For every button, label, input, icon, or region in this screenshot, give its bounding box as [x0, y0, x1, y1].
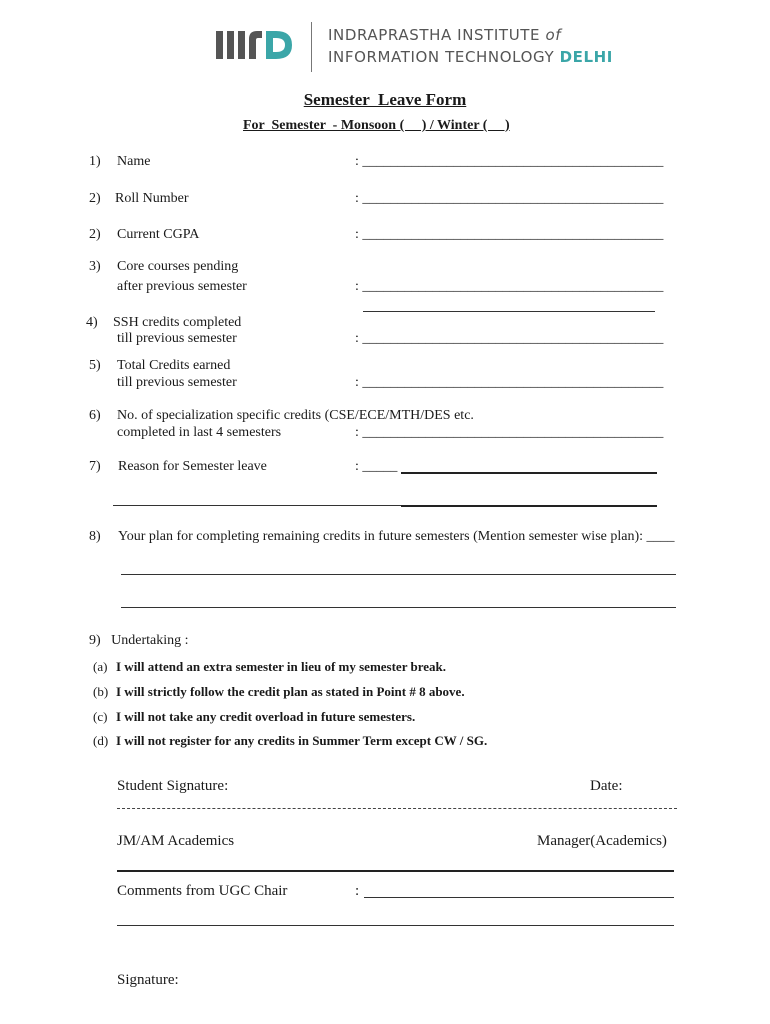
logo-line-1: INDRAPRASTHA INSTITUTE of	[328, 26, 562, 44]
reason-line-left[interactable]	[113, 505, 401, 506]
field-label-cgpa: Current CGPA	[117, 227, 200, 242]
undertaking-item-d: I will not register for any credits in Summer Term except CW / SG.	[116, 733, 488, 748]
undertaking-heading: 9) Undertaking :	[89, 633, 189, 648]
field-num-cgpa: 2)	[89, 227, 101, 242]
reason-line-right[interactable]	[401, 505, 657, 507]
core-courses-field[interactable]: : ___________________________________________	[355, 279, 664, 294]
field-label-total-credits-2: till previous semester	[117, 375, 237, 390]
form-title: Semester Leave Form	[303, 90, 467, 109]
field-label-roll-number: Roll Number	[115, 191, 189, 206]
manager-academics-label: Manager(Academics)	[537, 833, 667, 849]
ssh-credits-field[interactable]: : ___________________________________________	[355, 331, 664, 346]
field-label-core-courses-2: after previous semester	[117, 279, 247, 294]
undertaking-item-a: I will attend an extra semester in lieu of my semester break.	[116, 659, 447, 674]
ugc-comments-colon: :	[355, 883, 360, 899]
plan-line-2[interactable]	[121, 607, 676, 608]
core-courses-extra-line[interactable]	[363, 311, 655, 312]
ugc-comments-label: Comments from UGC Chair	[117, 883, 288, 899]
field-num-2: 2)	[89, 191, 101, 206]
field-label-total-credits: Total Credits earned	[117, 358, 231, 373]
field-num-8: 8)	[89, 529, 101, 544]
field-label-specialization: No. of specialization specific credits (CSE/ECE/MTH/DES etc.	[117, 408, 474, 423]
jm-am-academics-label: JM/AM Academics	[117, 833, 235, 849]
student-signature-label: Student Signature:	[117, 778, 229, 794]
undertaking-marker-a: (a)	[93, 659, 108, 674]
reason-colon: : _____	[355, 459, 398, 474]
undertaking-item-c: I will not take any credit overload in future semesters.	[116, 709, 416, 724]
logo-divider	[311, 22, 312, 72]
undertaking-marker-c: (c)	[93, 709, 108, 724]
cgpa-field[interactable]: : ___________________________________________	[355, 227, 664, 242]
plan-line-1[interactable]	[121, 574, 676, 575]
field-label-plan: Your plan for completing remaining credits in future semesters (Mention semester wise plan): ____	[118, 529, 675, 544]
reason-field[interactable]	[401, 472, 657, 474]
specialization-field[interactable]: : ___________________________________________	[355, 425, 664, 440]
ugc-comments-line-2[interactable]	[117, 925, 674, 926]
field-label-ssh-credits-2: till previous semester	[117, 331, 237, 346]
total-credits-field[interactable]: : ___________________________________________	[355, 375, 664, 390]
field-num-3: 3)	[89, 259, 101, 274]
field-label-core-courses: Core courses pending	[117, 259, 239, 274]
field-num-1: 1)	[89, 154, 101, 169]
field-num-7: 7)	[89, 459, 101, 474]
field-label-specialization-2: completed in last 4 semesters	[117, 425, 282, 440]
final-signature-label: Signature:	[117, 972, 179, 988]
field-label-name: Name	[117, 154, 151, 169]
roll-number-field[interactable]: : ___________________________________________	[355, 191, 664, 206]
name-field[interactable]: : ___________________________________________	[355, 154, 664, 169]
date-label: Date:	[590, 778, 623, 794]
field-label-ssh-credits: SSH credits completed	[113, 315, 242, 330]
ugc-comments-field[interactable]	[364, 897, 674, 898]
iiitd-logo-icon	[216, 25, 294, 65]
field-num-5: 5)	[89, 358, 101, 373]
field-label-reason: Reason for Semester leave	[118, 459, 267, 474]
field-num-6: 6)	[89, 408, 101, 423]
form-subtitle: For Semester - Monsoon ( ) / Winter ( )	[243, 118, 510, 133]
field-num-4: 4)	[86, 315, 98, 330]
academics-signature-line[interactable]	[117, 870, 674, 872]
signature-dashed-line	[117, 808, 677, 809]
undertaking-marker-d: (d)	[93, 733, 109, 748]
undertaking-item-b: I will strictly follow the credit plan as stated in Point # 8 above.	[116, 684, 465, 699]
logo-line-2: INFORMATION TECHNOLOGY DELHI	[328, 48, 613, 66]
undertaking-marker-b: (b)	[93, 684, 109, 699]
